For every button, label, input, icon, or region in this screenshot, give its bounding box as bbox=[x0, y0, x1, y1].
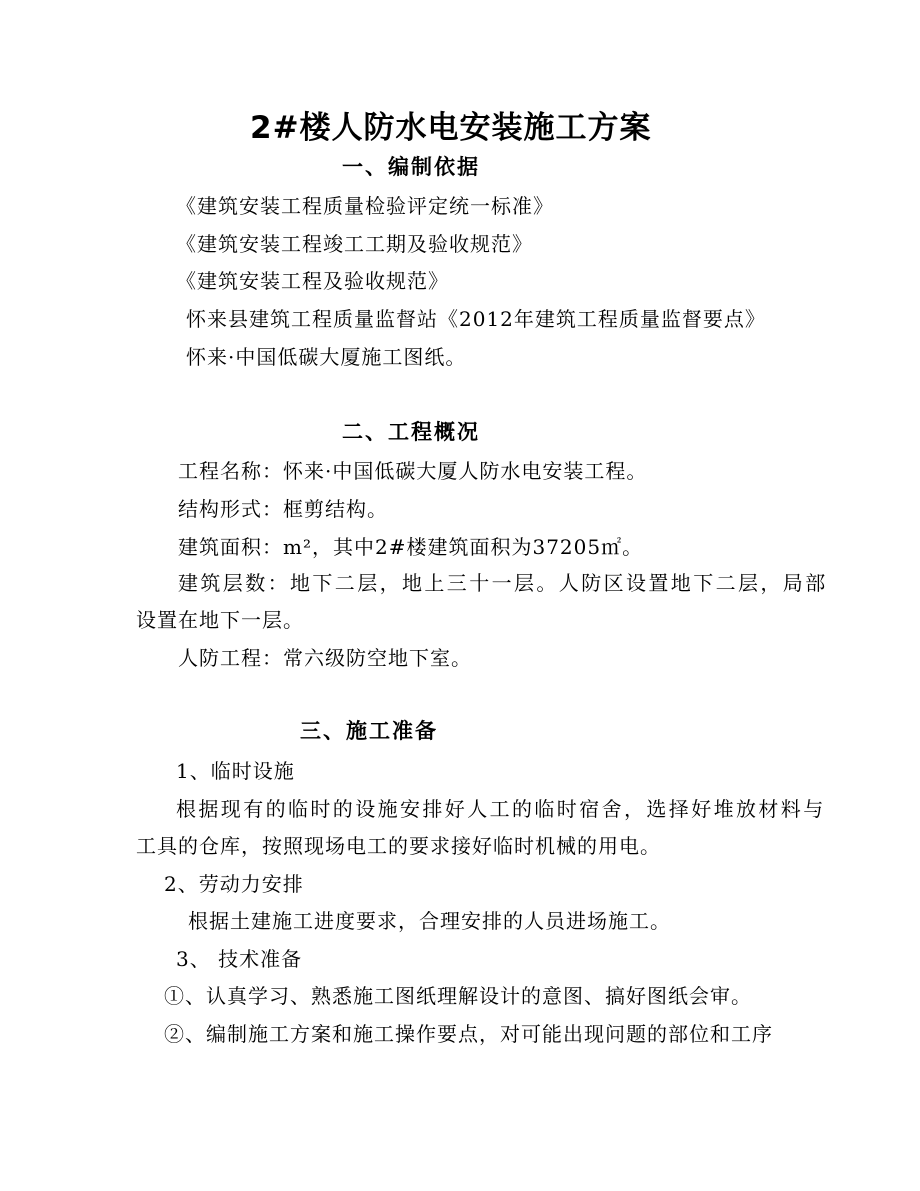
building-floors-line-2: 设置在地下一层。 bbox=[136, 608, 304, 632]
structure-type: 结构形式：框剪结构。 bbox=[178, 497, 388, 521]
reference-item-2: 《建筑安装工程竣工工期及验收规范》 bbox=[176, 232, 533, 256]
civil-defense-project: 人防工程：常六级防空地下室。 bbox=[178, 646, 472, 670]
labor-arrangement-text: 根据土建施工进度要求，合理安排的人员进场施工。 bbox=[188, 909, 671, 933]
reference-item-1: 《建筑安装工程质量检验评定统一标准》 bbox=[176, 194, 554, 218]
subsection-labor-arrangement: 2、劳动力安排 bbox=[164, 872, 304, 896]
building-area: 建筑面积：m²，其中2#楼建筑面积为37205㎡。 bbox=[178, 535, 644, 559]
technical-preparation-item-1: ①、认真学习、熟悉施工图纸理解设计的意图、搞好图纸会审。 bbox=[164, 984, 752, 1008]
reference-item-3: 《建筑安装工程及验收规范》 bbox=[176, 269, 449, 293]
section-1-heading: 一、编制依据 bbox=[342, 155, 480, 179]
subsection-technical-preparation: 3、 技术准备 bbox=[176, 947, 303, 971]
reference-item-5: 怀来·中国低碳大厦施工图纸。 bbox=[186, 345, 467, 369]
reference-item-4: 怀来县建筑工程质量监督站《2012年建筑工程质量监督要点》 bbox=[186, 307, 766, 331]
subsection-temporary-facilities: 1、临时设施 bbox=[176, 759, 295, 783]
technical-preparation-item-2: ②、编制施工方案和施工操作要点，对可能出现问题的部位和工序 bbox=[164, 1022, 773, 1046]
project-name: 工程名称：怀来·中国低碳大厦人防水电安装工程。 bbox=[178, 459, 648, 483]
temporary-facilities-line-2: 工具的仓库，按照现场电工的要求接好临时机械的用电。 bbox=[136, 834, 661, 858]
building-floors-line-1: 建筑层数：地下二层，地上三十一层。人防区设置地下二层，局部 bbox=[178, 571, 828, 595]
section-2-heading: 二、工程概况 bbox=[342, 420, 480, 444]
document-title: 2#楼人防水电安装施工方案 bbox=[250, 110, 652, 146]
section-3-heading: 三、施工准备 bbox=[300, 719, 438, 743]
temporary-facilities-line-1: 根据现有的临时的设施安排好人工的临时宿舍，选择好堆放材料与 bbox=[176, 797, 826, 821]
